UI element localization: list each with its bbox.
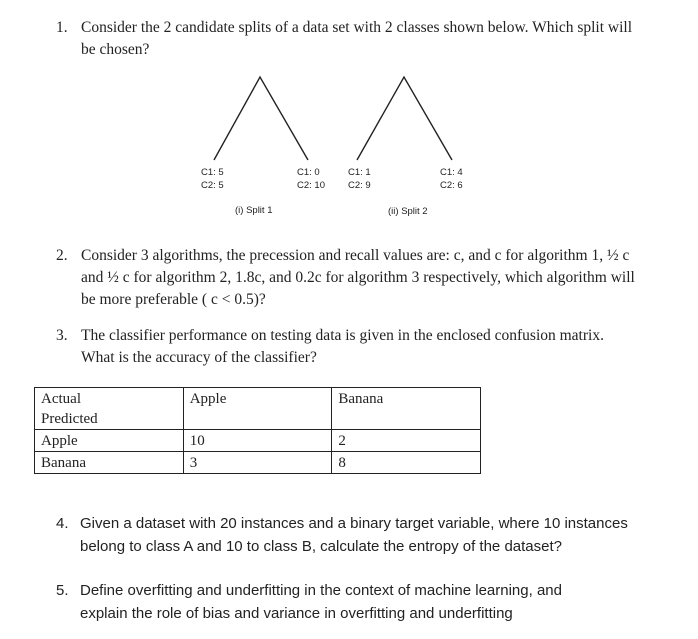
split-1-right-counts: C1: 0 C2: 10 xyxy=(297,167,325,191)
question-text-line: belong to class A and 10 to class B, calculate the entropy of the dataset? xyxy=(80,538,562,555)
table-row xyxy=(35,430,481,452)
question-text-line: explain the role of bias and variance in overfitting and underfitting xyxy=(80,605,513,622)
column-header-banana: Banana xyxy=(332,388,481,430)
table-cell: 3 xyxy=(183,452,332,474)
split-1-left-counts: C1: 5 C2: 5 xyxy=(201,167,224,191)
table-cell: 8 xyxy=(332,452,481,474)
question-text-line: be more preferable ( c < 0.5)? xyxy=(81,291,266,308)
split-1-caption: (i) Split 1 xyxy=(235,205,273,216)
question-number: 1. xyxy=(56,19,68,36)
question-text-line: Define overfitting and underfitting in the context of machine learning, and xyxy=(80,582,562,599)
matrix-corner-cell: Actual Predicted xyxy=(35,388,184,430)
question-number: 3. xyxy=(56,327,68,344)
table-cell: 10 xyxy=(183,430,332,452)
split-1-branches xyxy=(214,77,308,160)
question-text-line: The classifier performance on testing data is given in the enclosed confusion matrix. xyxy=(81,327,604,344)
table-cell: 2 xyxy=(332,430,481,452)
question-number: 4. xyxy=(56,515,69,532)
confusion-matrix xyxy=(34,387,481,474)
question-number: 2. xyxy=(56,247,68,264)
question-text-line: Given a dataset with 20 instances and a binary target variable, where 10 instances xyxy=(80,515,628,532)
row-header-apple: Apple xyxy=(35,430,184,452)
split-2-left-counts: C1: 1 C2: 9 xyxy=(348,167,371,191)
question-text-line: What is the accuracy of the classifier? xyxy=(81,349,317,366)
question-text-line: be chosen? xyxy=(81,41,150,58)
question-text-line: Consider 3 algorithms, the precession and recall values are: c, and c for algorithm 1, ½ c xyxy=(81,247,630,264)
split-2-right-counts: C1: 4 C2: 6 xyxy=(440,167,463,191)
question-text-line: Consider the 2 candidate splits of a data set with 2 classes shown below. Which split will xyxy=(81,19,633,36)
question-number: 5. xyxy=(56,582,69,599)
column-header-apple: Apple xyxy=(183,388,332,430)
table-row xyxy=(35,452,481,474)
table-header-row xyxy=(35,388,481,430)
row-header-banana: Banana xyxy=(35,452,184,474)
split-2-branches xyxy=(357,77,452,160)
split-diagram xyxy=(0,0,698,240)
question-text-line: and ½ c for algorithm 2, 1.8c, and 0.2c for algorithm 3 respectively, which algorithm will xyxy=(81,269,635,286)
split-2-caption: (ii) Split 2 xyxy=(388,206,428,217)
